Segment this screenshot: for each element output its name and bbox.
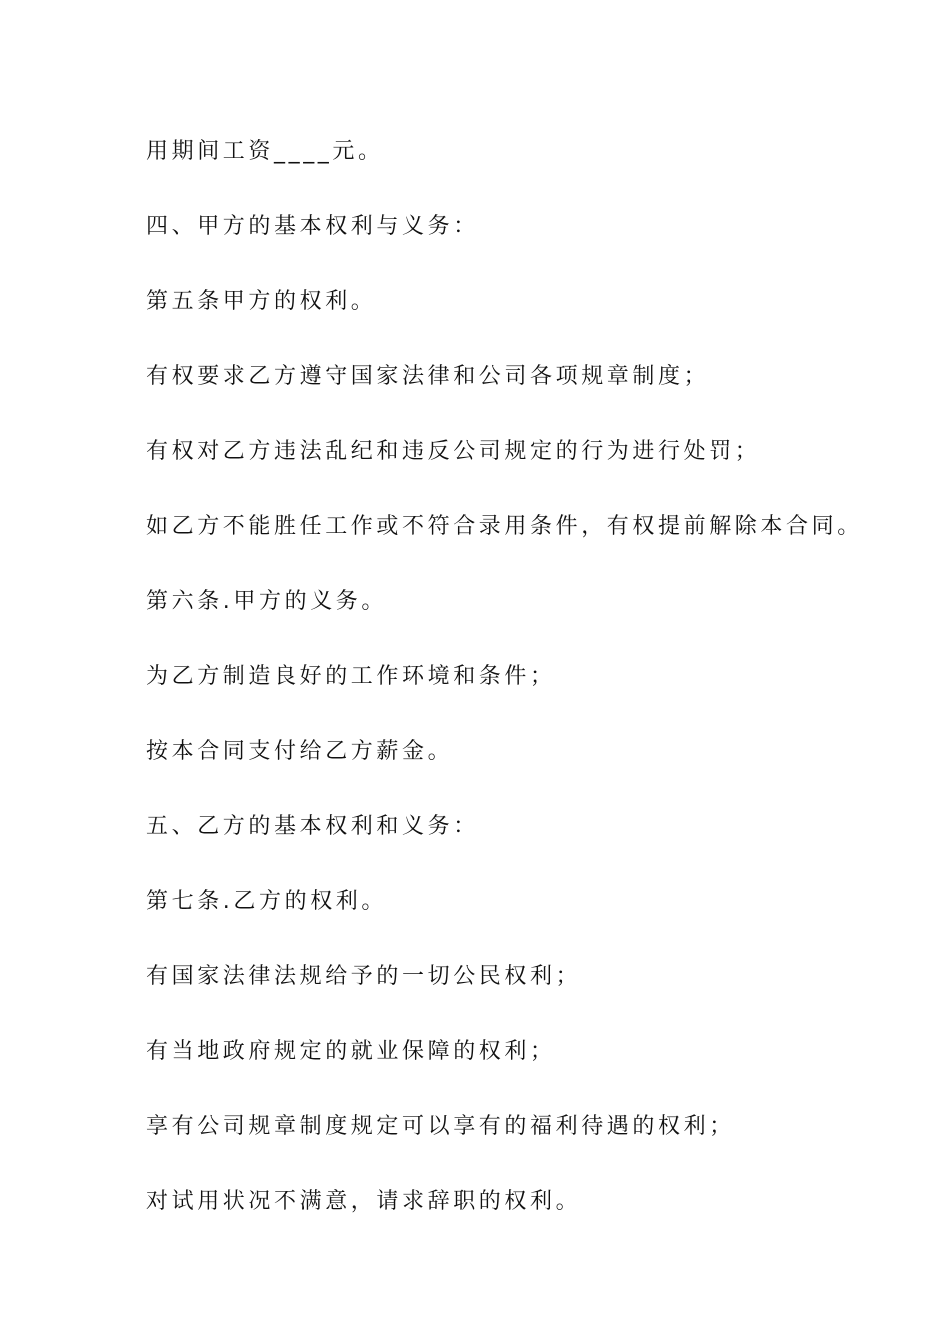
text-line: 有国家法律法规给予的一切公民权利；: [146, 964, 582, 989]
text-line: 有权要求乙方遵守国家法律和公司各项规章制度；: [146, 364, 710, 389]
section-heading: 五、乙方的基本权利和义务：: [146, 814, 479, 839]
text-line: 用期间工资____元。: [146, 139, 384, 164]
text-line: 按本合同支付给乙方薪金。: [146, 739, 454, 764]
text-line: 有当地政府规定的就业保障的权利；: [146, 1039, 556, 1064]
text-line: 如乙方不能胜任工作或不符合录用条件，有权提前解除本合同。: [146, 514, 863, 539]
article-heading: 第六条.甲方的义务。: [146, 589, 387, 614]
text-line: 有权对乙方违法乱纪和违反公司规定的行为进行处罚；: [146, 439, 761, 464]
section-heading: 四、甲方的基本权利与义务：: [146, 214, 479, 239]
article-heading: 第七条.乙方的权利。: [146, 889, 387, 914]
text-line: 为乙方制造良好的工作环境和条件；: [146, 664, 556, 689]
article-heading: 第五条甲方的权利。: [146, 289, 377, 314]
document-body: [146, 133, 916, 1258]
text-line: 享有公司规章制度规定可以享有的福利待遇的权利；: [146, 1114, 735, 1139]
text-line: 对试用状况不满意，请求辞职的权利。: [146, 1189, 582, 1214]
